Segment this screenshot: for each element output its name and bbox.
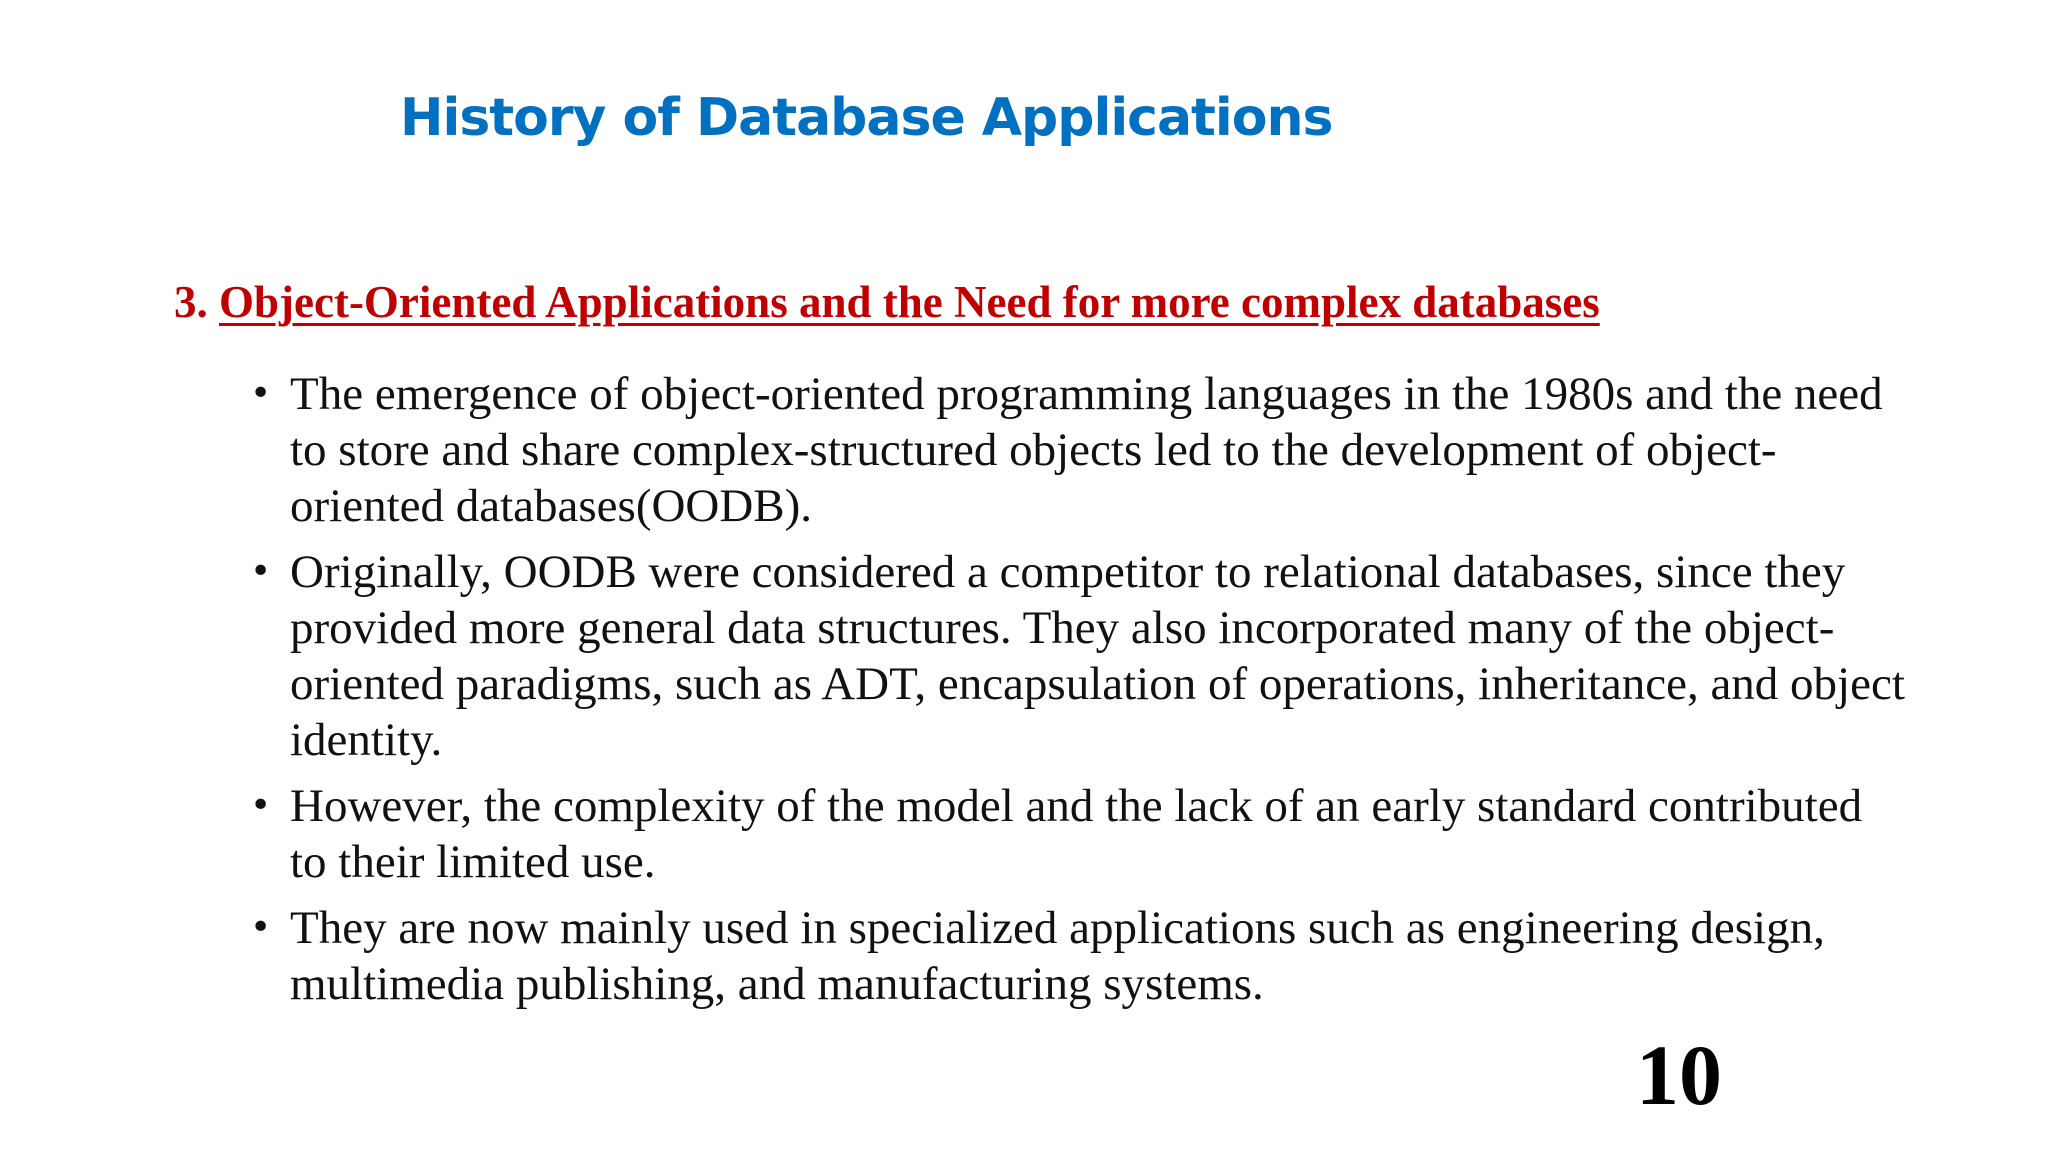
- bullet-text: However, the complexity of the model and the lack of an early standard contributed to their limited use.: [290, 780, 1863, 888]
- section-heading: [174, 276, 1600, 328]
- section-number: 3.: [174, 277, 208, 327]
- bullet-text: Originally, OODB were considered a competitor to relational databases, since they provided more general data structures. They also incorporated many of the object-oriented paradigms, such as ADT, encapsulation of operations, inheritance, and object identity.: [290, 546, 1905, 766]
- bullet-icon: •: [250, 907, 272, 948]
- bullet-icon: •: [250, 373, 272, 414]
- bullet-item: [250, 778, 1910, 890]
- bullet-text: They are now mainly used in specialized applications such as engineering design, multimedia publishing, and manufacturing systems.: [290, 902, 1825, 1010]
- bullet-item: [250, 544, 1910, 768]
- bullet-icon: •: [250, 785, 272, 826]
- bullet-item: [250, 900, 1910, 1012]
- bullet-text: The emergence of object-oriented programming languages in the 1980s and the need to store and share complex-structured objects led to the development of object-oriented databases(OODB).: [290, 368, 1883, 532]
- bullet-list: [250, 366, 1910, 1022]
- slide-title: History of Database Applications: [400, 88, 1333, 148]
- bullet-icon: •: [250, 551, 272, 592]
- section-heading-text: Object-Oriented Applications and the Need for more complex databases: [219, 277, 1600, 327]
- page-number: 10: [1636, 1027, 1722, 1123]
- bullet-item: [250, 366, 1910, 534]
